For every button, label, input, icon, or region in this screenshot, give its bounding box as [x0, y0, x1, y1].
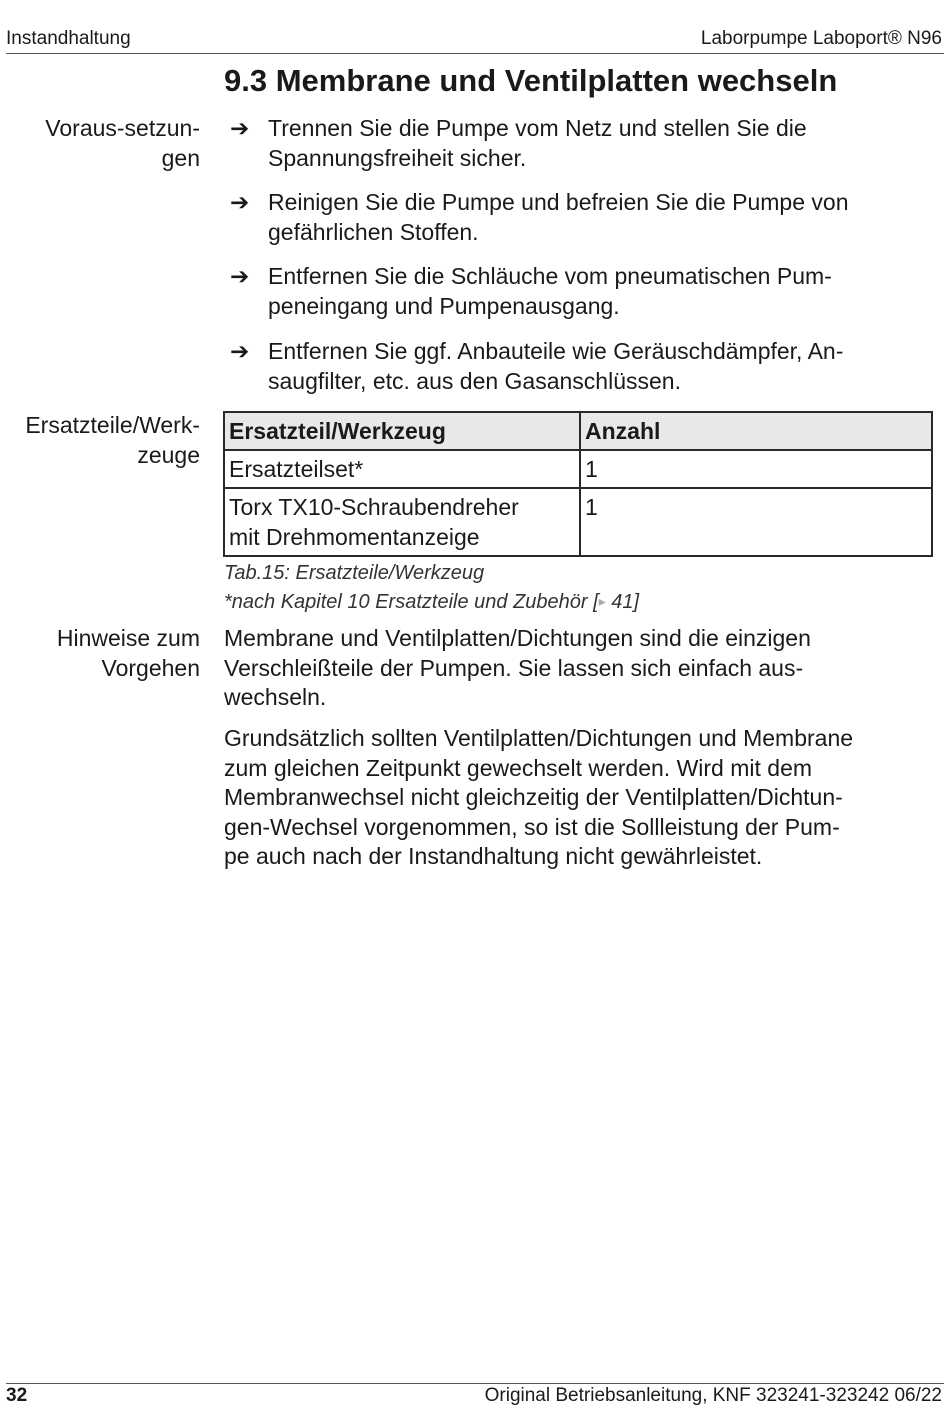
label-voraussetzungen: Voraus-setzun- gen: [45, 115, 200, 171]
prerequisite-item: ➔ Trennen Sie die Pumpe vom Netz und stellen Sie die Spannungsfreiheit sicher.: [230, 115, 807, 171]
caption-note: *nach Kapitel 10 Ersatzteile und Zubehör [▸ 41]: [224, 591, 640, 613]
column-header-item: Ersatzteil/Werkzeug: [224, 412, 580, 450]
table-caption: [224, 559, 639, 616]
table-cell-item: Torx TX10-Schraubendreher mit Drehmomentanzeige: [224, 488, 580, 556]
table-cell-item: Ersatzteilset*: [224, 450, 580, 488]
page-reference-link[interactable]: 41: [611, 591, 634, 613]
note-paragraph: Grundsätzlich sollten Ventilplatten/Dichtungen und Membrane zum gleichen Zeitpunkt gewechselt werden. Wird mit dem Membranwechsel nicht gleichzeitig der Ventilplatten/Dichtun- gen-Wechsel vorgenommen, so ist die Sollleistung der Pum- pe auch nach der Instandhaltung nicht gewährleistet.: [224, 725, 854, 869]
header-product: Laborpumpe Laboport® N96: [700, 28, 942, 49]
triangle-right-icon: ▸: [598, 593, 606, 609]
note-paragraph: Membrane und Ventilplatten/Dichtungen sind die einzigen Verschleißteile der Pumpen. Sie lassen sich einfach aus- wechseln.: [224, 625, 811, 710]
prerequisite-item: ➔ Entfernen Sie die Schläuche vom pneumatischen Pum- peneingang und Pumpenausgang.: [230, 263, 832, 319]
page-header: [6, 26, 944, 54]
arrow-right-icon: ➔: [230, 115, 250, 141]
table-row: [224, 450, 932, 488]
table-row: [224, 488, 932, 556]
arrow-right-icon: ➔: [230, 338, 250, 364]
section-heading: 9.3 Membrane und Ventilplatten wechseln: [224, 63, 838, 98]
table-header-row: [224, 412, 932, 450]
arrow-right-icon: ➔: [230, 189, 250, 215]
prerequisite-item: ➔ Reinigen Sie die Pumpe und befreien Sie die Pumpe von gefährlichen Stoffen.: [230, 189, 849, 245]
page-footer: [6, 1383, 944, 1408]
page-number: 32: [6, 1385, 28, 1406]
caption-title: Tab.15: Ersatzteile/Werkzeug: [224, 562, 485, 584]
prerequisite-item: ➔ Entfernen Sie ggf. Anbauteile wie Geräuschdämpfer, An- saugfilter, etc. aus den Gasanschlüssen.: [230, 338, 844, 394]
label-ersatzteile: Ersatzteile/Werk- zeuge: [25, 412, 200, 468]
tools-table: [223, 411, 933, 557]
arrow-right-icon: ➔: [230, 263, 250, 289]
label-hinweise: Hinweise zum Vorgehen: [56, 625, 200, 681]
header-section: Instandhaltung: [6, 28, 131, 49]
document-reference: Original Betriebsanleitung, KNF 323241-323242 06/22: [484, 1385, 942, 1406]
column-header-quantity: Anzahl: [580, 412, 932, 450]
table-cell-quantity: 1: [580, 488, 932, 556]
table-cell-quantity: 1: [580, 450, 932, 488]
